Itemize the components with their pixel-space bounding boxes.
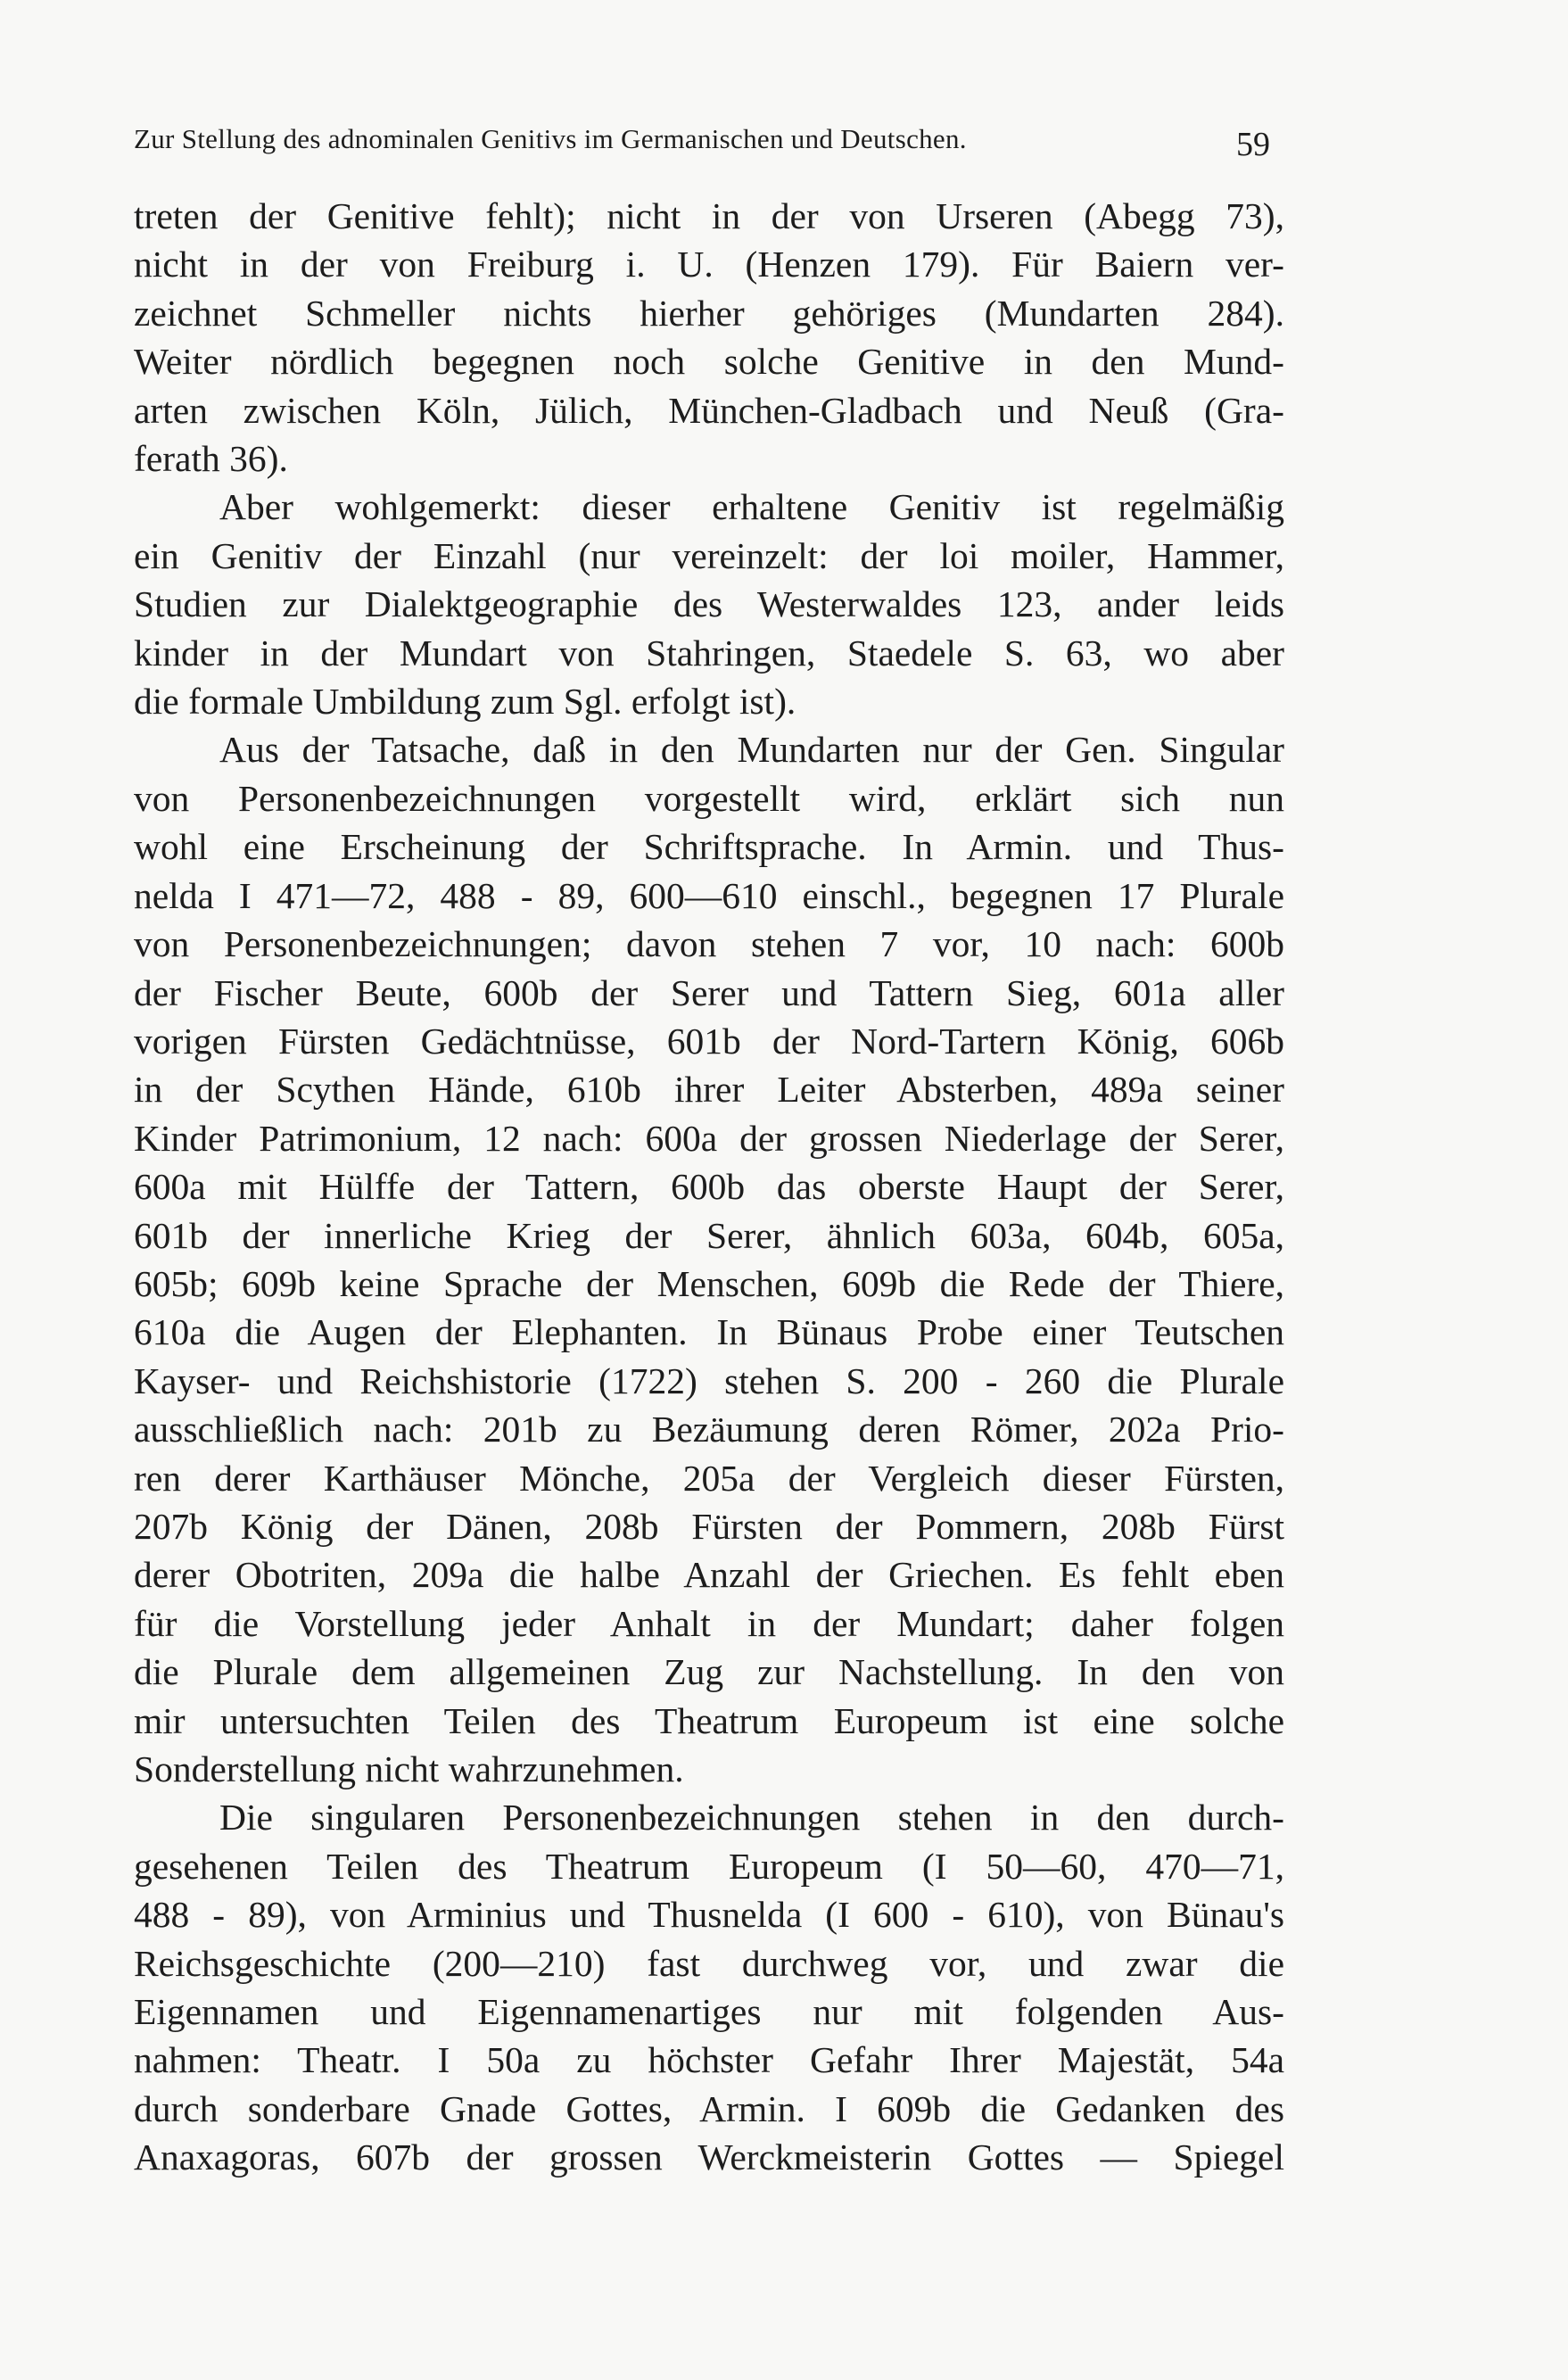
text-line: 610a die Augen der Elephanten. In Bünaus Probe einer Teutschen (134, 1311, 1284, 1353)
text-line: von Personenbezeichnungen; davon stehen 7 vor, 10 nach: 600b (134, 923, 1284, 965)
text-line: der Fischer Beute, 600b der Serer und Tattern Sieg, 601a aller (134, 971, 1284, 1013)
text-line: für die Vorstellung jeder Anhalt in der Mundart; daher folgen (134, 1602, 1284, 1644)
text-line: nelda I 471—72, 488 - 89, 600—610 einschl., begegnen 17 Plurale (134, 874, 1284, 916)
text-line: gesehenen Teilen des Theatrum Europeum (I 50—60, 470—71, (134, 1845, 1284, 1887)
text-line: Anaxagoras, 607b der grossen Werckmeisterin Gottes — Spiegel (134, 2136, 1284, 2178)
paragraph (134, 192, 1284, 483)
text-line: Aus der Tatsache, daß in den Mundarten nur der Gen. Singular (219, 729, 1284, 771)
text-line: ausschließlich nach: 201b zu Bezäumung deren Römer, 202a Prio- (134, 1409, 1284, 1450)
text-line: 601b der innerliche Krieg der Serer, ähnlich 603a, 604b, 605a, (134, 1214, 1284, 1256)
page-number: 59 (1236, 126, 1270, 163)
text-line: nahmen: Theatr. I 50a zu höchster Gefahr Ihrer Majestät, 54a (134, 2039, 1284, 2081)
text-line: Eigennamen und Eigennamenartiges nur mit folgenden Aus- (134, 1991, 1284, 2033)
paragraph (134, 725, 1284, 1793)
text-line: Sonderstellung nicht wahrzunehmen. (134, 1748, 684, 1789)
text-line: die Plurale dem allgemeinen Zug zur Nachstellung. In den von (134, 1651, 1284, 1693)
text-line: ein Genitiv der Einzahl (nur vereinzelt: der loi moiler, Hammer, (134, 534, 1284, 576)
text-line: Die singularen Personenbezeichnungen stehen in den durch- (219, 1797, 1284, 1839)
text-line: 488 - 89), von Arminius und Thusnelda (I 600 - 610), von Bünau's (134, 1894, 1284, 1936)
text-line: arten zwischen Köln, Jülich, München-Gladbach und Neuß (Gra- (134, 389, 1284, 431)
text-line: Studien zur Dialektgeographie des Westerwaldes 123, ander leids (134, 583, 1284, 625)
text-line: vorigen Fürsten Gedächtnüsse, 601b der Nord-Tartern König, 606b (134, 1020, 1284, 1062)
body-text (134, 192, 1284, 2182)
text-line: Aber wohlgemerkt: dieser erhaltene Genitiv ist regelmäßig (219, 486, 1284, 528)
text-line: die formale Umbildung zum Sgl. erfolgt ist). (134, 681, 796, 723)
paragraph (134, 1793, 1284, 2181)
text-line: ferath 36). (134, 438, 288, 480)
text-line: derer Obotriten, 209a die halbe Anzahl der Griechen. Es fehlt eben (134, 1554, 1284, 1596)
text-line: 605b; 609b keine Sprache der Menschen, 609b die Rede der Thiere, (134, 1262, 1284, 1304)
text-line: 600a mit Hülffe der Tattern, 600b das oberste Haupt der Serer, (134, 1166, 1284, 1208)
text-line: von Personenbezeichnungen vorgestellt wird, erklärt sich nun (134, 777, 1284, 819)
text-line: kinder in der Mundart von Stahringen, Staedele S. 63, wo aber (134, 632, 1284, 674)
text-line: ren derer Karthäuser Mönche, 205a der Vergleich dieser Fürsten, (134, 1457, 1284, 1499)
text-line: zeichnet Schmeller nichts hierher gehöriges (Mundarten 284). (134, 292, 1284, 334)
text-line: Kinder Patrimonium, 12 nach: 600a der grossen Niederlage der Serer, (134, 1117, 1284, 1159)
text-line: in der Scythen Hände, 610b ihrer Leiter Absterben, 489a seiner (134, 1069, 1284, 1111)
paragraph (134, 483, 1284, 725)
text-line: Kayser- und Reichshistorie (1722) stehen S. 200 - 260 die Plurale (134, 1359, 1284, 1401)
running-head: Zur Stellung des adnominalen Genitivs im Germanischen und Deutschen. (134, 123, 967, 154)
text-line: durch sonderbare Gnade Gottes, Armin. I 609b die Gedanken des (134, 2087, 1284, 2129)
text-line: treten der Genitive fehlt); nicht in der von Urseren (Abegg 73), (134, 195, 1284, 236)
text-line: 207b König der Dänen, 208b Fürsten der Pommern, 208b Fürst (134, 1505, 1284, 1547)
text-line: Reichsgeschichte (200—210) fast durchweg vor, und zwar die (134, 1942, 1284, 1984)
text-line: nicht in der von Freiburg i. U. (Henzen 179). Für Baiern ver- (134, 244, 1284, 285)
text-line: wohl eine Erscheinung der Schriftsprache. In Armin. und Thus- (134, 826, 1284, 868)
text-line: mir untersuchten Teilen des Theatrum Europeum ist eine solche (134, 1699, 1284, 1741)
text-line: Weiter nördlich begegnen noch solche Genitive in den Mund- (134, 341, 1284, 383)
